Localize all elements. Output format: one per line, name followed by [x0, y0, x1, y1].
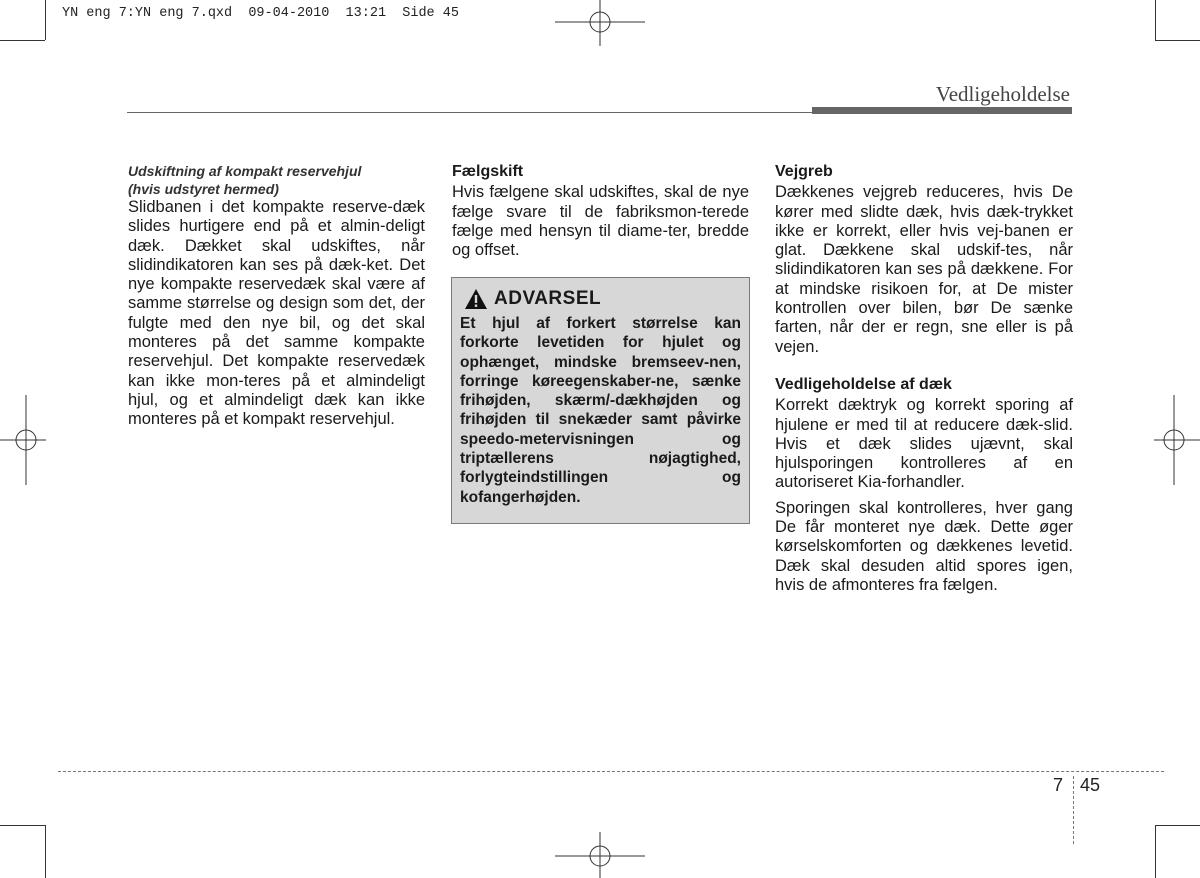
column-2	[452, 162, 749, 260]
warning-header	[460, 288, 741, 310]
paragraph-road-grip: Dækkenes vejgreb reduceres, hvis De kører med slidte dæk, hvis dæk-trykket ikke er korrekt, eller hvis vej-banen er glat. Dækkene skal udskif-tes, når slidindikatoren kan ses på dækkene. For at mindske risikoen for, at De mister kontrollen over bilen, bør De sænke farten, når der er regn, sne eller is på vejen.	[775, 183, 1073, 356]
paragraph-alignment: Sporingen skal kontrolleres, hver gang De får monteret nye dæk. Dette øger kørselskomforten og dækkenes levetid. Dæk skal desuden altid spores igen, hvis de afmonteres fra fælgen.	[775, 498, 1073, 594]
subheading-line-2: (hvis udstyret hermed)	[128, 181, 279, 197]
crop-mark-top-right-v	[1155, 0, 1156, 40]
page-number: 45	[1080, 775, 1101, 795]
registration-mark-left-icon	[0, 395, 48, 485]
warning-box	[451, 277, 750, 524]
chapter-number: 7	[1053, 775, 1064, 795]
crop-mark-top-right-h	[1155, 40, 1200, 41]
print-slug: YN eng 7:YN eng 7.qxd 09-04-2010 13:21 Side 45	[62, 6, 459, 21]
subheading-line-1: Udskiftning af kompakt reservehjul	[128, 163, 362, 179]
subheading-compact-spare	[128, 162, 425, 198]
crop-mark-top-left-h	[0, 40, 45, 41]
registration-mark-top-icon	[555, 0, 645, 48]
crop-mark-bottom-left-h	[0, 825, 45, 826]
heading-rim-change: Fælgskift	[452, 163, 524, 180]
heading-road-grip: Vejgreb	[775, 163, 833, 180]
column-3	[775, 162, 1073, 595]
registration-mark-bottom-icon	[555, 830, 645, 878]
warning-title: ADVARSEL	[494, 288, 602, 309]
heading-tire-maintenance: Vedligeholdelse af dæk	[775, 375, 952, 393]
crop-mark-top-left-v	[45, 0, 46, 40]
section-title: Vedligeholdelse	[935, 82, 1070, 106]
paragraph-compact-spare: Slidbanen i det kompakte reserve-dæk slides hurtigere end på et almin-deligt dæk. Dækket skal udskiftes, når slidindikatoren kan ses på dæk-ket. Det nye kompakte reservedæk skal være af samme størrelse og design som det, der fulgte med den nye bil, og det skal monteres på det samme kompakte reservehjul. Det kompakte reservedæk kan ikke mon-teres på et almindeligt hjul, og et almindeligt dæk kan ikke monteres på et kompakt reservehjul.	[128, 198, 425, 429]
paragraph-tire-maintenance: Korrekt dæktryk og korrekt sporing af hjulene er med til at reducere dæk-slid. Hvis et dæk slides ujævnt, skal hjulsporingen kontrolleres af en autoriseret Kia-forhandler.	[775, 396, 1073, 492]
warning-body: Et hjul af forkert størrelse kan forkorte levetiden for hjulet og ophænget, mindske bremseev-nen, forringe køreegenskaber-ne, sænke frihøjden, skærm/-dækhøjden og frihøjden til snekæder samt påvirke speedo-metervisningen og triptællerens nøjagtighed, forlygteindstillingen og kofangerhøjden.	[460, 315, 741, 506]
registration-mark-right-icon	[1152, 395, 1200, 485]
warning-triangle-icon	[464, 288, 488, 310]
column-1	[128, 162, 425, 430]
crop-mark-bottom-left-v	[45, 825, 46, 878]
header-rule-accent	[812, 107, 1072, 114]
crop-mark-bottom-right-v	[1155, 825, 1156, 878]
footer-dashed-divider	[1073, 776, 1074, 844]
footer-dashed-rule	[58, 771, 1164, 772]
paragraph-rim-change: Hvis fælgene skal udskiftes, skal de nye fælge svare til de fabriksmon-terede fælge med hensyn til diame-ter, bredde og offset.	[452, 183, 749, 260]
crop-mark-bottom-right-h	[1155, 825, 1200, 826]
